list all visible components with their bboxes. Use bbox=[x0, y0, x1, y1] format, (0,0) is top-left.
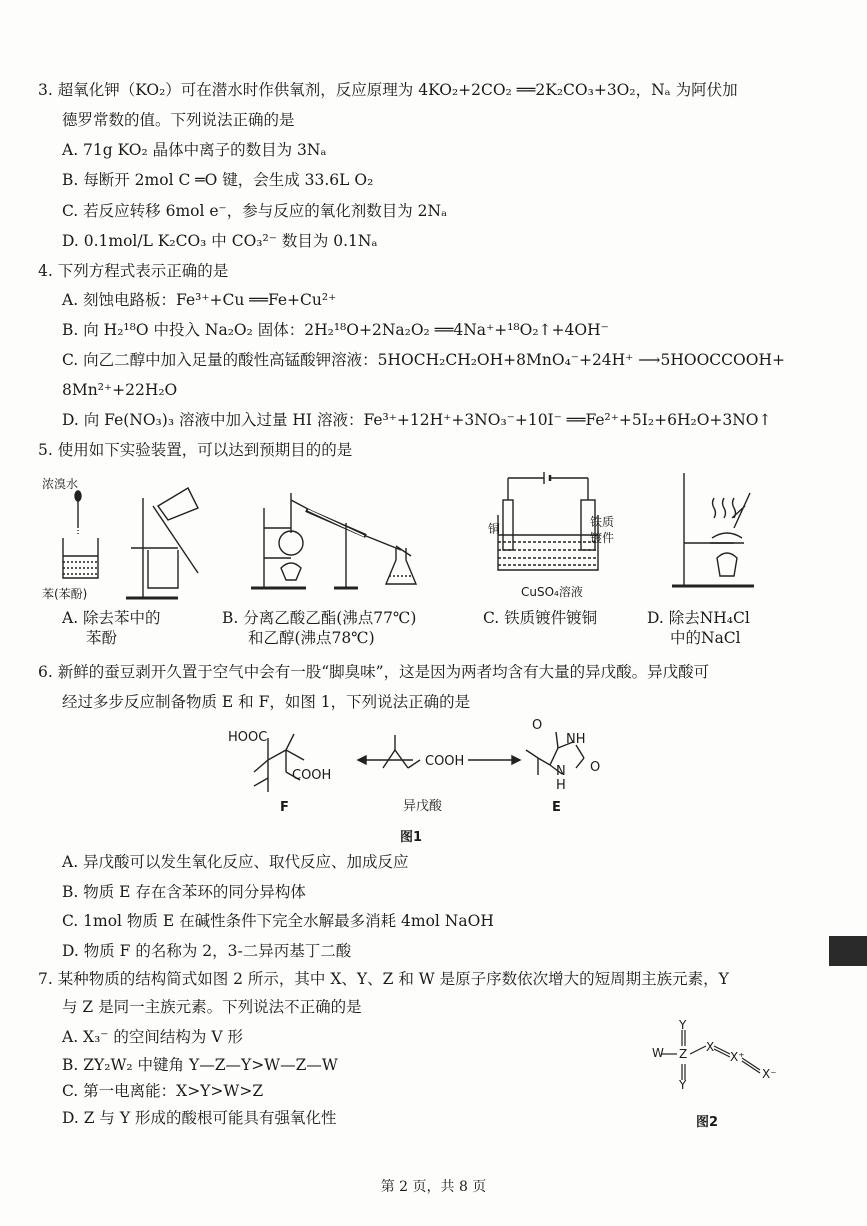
q5-caption-a-1: A. 除去苯中的 bbox=[62, 609, 161, 627]
f-hooc: HOOC bbox=[228, 730, 268, 745]
e-o-right: O bbox=[590, 760, 601, 775]
q7-option-a: A. X₃⁻ 的空间结构为 V 形 bbox=[62, 1028, 243, 1046]
figure-2 bbox=[648, 1018, 788, 1108]
e-n: N bbox=[556, 764, 566, 779]
q6-option-b: B. 物质 E 存在含苯环的同分异构体 bbox=[62, 883, 306, 901]
label-e: E bbox=[552, 800, 561, 815]
q4-option-c: C. 向乙二醇中加入足量的酸性高锰酸钾溶液：5HOCH₂CH₂OH+8MnO₄⁻+24H⁺ ⟶5HOOCCOOH+ bbox=[62, 351, 785, 369]
q4-stem: 4. 下列方程式表示正确的是 bbox=[38, 262, 229, 280]
q4-option-a: A. 刻蚀电路板：Fe³⁺+Cu ══Fe+Cu²⁺ bbox=[62, 291, 337, 309]
q3-option-a: A. 71g KO₂ 晶体中离子的数目为 3Nₐ bbox=[62, 141, 327, 159]
label-iron-part-2: 镀件 bbox=[590, 531, 615, 545]
q5-caption-c-1: C. 铁质镀件镀铜 bbox=[483, 609, 598, 627]
q6-stem-line2: 经过多步反应制备物质 E 和 F，如图 1，下列说法正确的是 bbox=[62, 693, 471, 711]
q7-stem-line2: 与 Z 是同一主族元素。下列说法不正确的是 bbox=[62, 998, 362, 1016]
figure-1-caption: 图1 bbox=[400, 830, 423, 845]
q6-option-a: A. 异戊酸可以发生氧化反应、取代反应、加成反应 bbox=[62, 853, 409, 871]
q7-option-b: B. ZY₂W₂ 中键角 Y—Z—Y>W—Z—W bbox=[62, 1056, 338, 1074]
q6-option-d: D. 物质 F 的名称为 2，3-二异丙基丁二酸 bbox=[62, 942, 352, 960]
label-copper: 铜 bbox=[488, 522, 501, 536]
fig2-y-top: Y bbox=[679, 1018, 687, 1032]
iso-cooh: COOH bbox=[425, 754, 465, 769]
q3-option-d: D. 0.1mol/L K₂CO₃ 中 CO₃²⁻ 数目为 0.1Nₐ bbox=[62, 232, 378, 250]
e-nh: NH bbox=[566, 732, 586, 747]
q3-option-c: C. 若反应转移 6mol e⁻，参与反应的氧化剂数目为 2Nₐ bbox=[62, 202, 448, 220]
label-bromine-water: 浓溴水 bbox=[42, 477, 79, 491]
label-cuso4: CuSO₄溶液 bbox=[521, 585, 583, 599]
q3-option-b: B. 每断开 2mol C ═O 键，会生成 33.6L O₂ bbox=[62, 171, 374, 189]
q4-option-c-cont: 8Mn²⁺+22H₂O bbox=[62, 381, 178, 399]
page-footer: 第 2 页，共 8 页 bbox=[380, 1179, 487, 1195]
fig2-y-bottom: Y bbox=[679, 1078, 687, 1092]
q7-stem-line1: 7. 某种物质的结构简式如图 2 所示，其中 X、Y、Z 和 W 是原子序数依次增大的短周期主族元素，Y bbox=[38, 970, 729, 988]
label-f: F bbox=[280, 800, 289, 815]
q4-option-d: D. 向 Fe(NO₃)₃ 溶液中加入过量 HI 溶液：Fe³⁺+12H⁺+3NO₃⁻+10I⁻ ══Fe²⁺+5I₂+6H₂O+3NO↑ bbox=[62, 411, 772, 429]
q5-caption-b-1: B. 分离乙酸乙酯(沸点77℃) bbox=[222, 609, 417, 627]
q3-stem-line1: 3. 超氧化钾（KO₂）可在潜水时作供氧剂，反应原理为 4KO₂+2CO₂ ══2K₂CO₃+3O₂，Nₐ 为阿伏加 bbox=[38, 81, 738, 99]
fig2-x2: X⁺ bbox=[730, 1050, 745, 1064]
q7-option-c: C. 第一电离能：X>Y>W>Z bbox=[62, 1082, 264, 1100]
apparatus-b bbox=[246, 488, 446, 598]
q3-stem-line2: 德罗常数的值。下列说法正确的是 bbox=[62, 111, 295, 129]
apparatus-d bbox=[672, 468, 772, 598]
q5-caption-d-2: 中的NaCl bbox=[670, 629, 741, 647]
e-h: H bbox=[556, 778, 566, 793]
label-iron-part-1: 铁质 bbox=[590, 515, 615, 529]
q5-caption-a-2: 苯酚 bbox=[86, 629, 118, 647]
fig2-z: Z bbox=[679, 1047, 688, 1061]
fig2-w: W bbox=[652, 1046, 664, 1060]
q6-option-c: C. 1mol 物质 E 在碱性条件下完全水解最多消耗 4mol NaOH bbox=[62, 912, 494, 930]
label-isovaleric: 异戊酸 bbox=[403, 799, 443, 814]
label-benzene-phenol: 苯(苯酚) bbox=[42, 587, 88, 601]
page-edge-tab bbox=[829, 936, 867, 966]
q5-caption-b-2: 和乙醇(沸点78℃) bbox=[248, 629, 375, 647]
fig2-x1: X bbox=[706, 1040, 715, 1054]
q7-option-d: D. Z 与 Y 形成的酸根可能具有强氧化性 bbox=[62, 1109, 337, 1127]
f-cooh: COOH bbox=[292, 768, 332, 783]
q5-caption-d-1: D. 除去NH₄Cl bbox=[647, 609, 750, 627]
q4-option-b: B. 向 H₂¹⁸O 中投入 Na₂O₂ 固体：2H₂¹⁸O+2Na₂O₂ ══4Na⁺+¹⁸O₂↑+4OH⁻ bbox=[62, 321, 609, 339]
e-o-top: O bbox=[532, 718, 543, 733]
figure-2-caption: 图2 bbox=[696, 1115, 719, 1130]
q6-stem-line1: 6. 新鲜的蚕豆剥开久置于空气中会有一股“脚臭味”，这是因为两者均含有大量的异戊酸。异戊酸可 bbox=[38, 663, 710, 681]
q5-stem: 5. 使用如下实验装置，可以达到预期目的的是 bbox=[38, 441, 353, 459]
fig2-x3: X⁻ bbox=[762, 1067, 777, 1081]
